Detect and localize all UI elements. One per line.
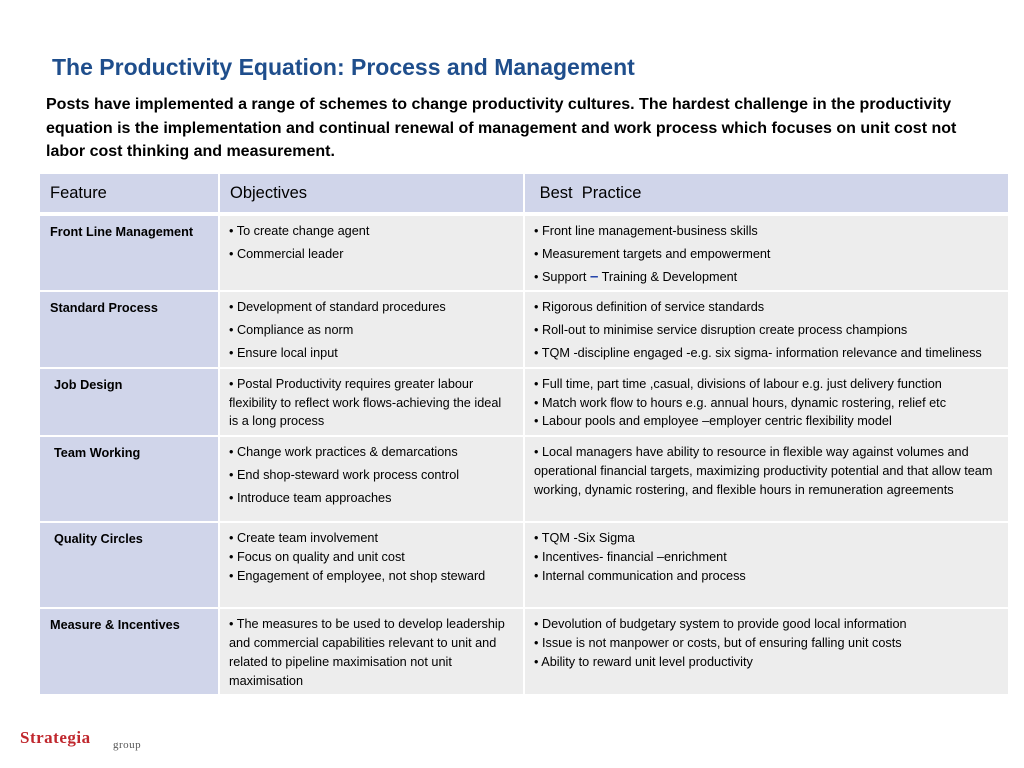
list-item: • Incentives- financial –enrichment [534,549,727,564]
strategia-group-logo [20,728,170,758]
table-row [40,437,1008,523]
logo-wordmark: Strategia [20,728,91,747]
list-item: • Postal Productivity requires greater labour flexibility to reflect work flows-achieving the ideal is a long process [229,376,502,429]
table-row [40,216,1008,292]
support-suffix: Training & Development [598,269,738,284]
list-item: • Change work practices & demarcations [229,445,458,460]
list-item: • The measures to be used to develop leadership and commercial capabilities relevant to unit and related to pipeline maximisation not unit maximisation [229,617,505,688]
support-prefix: • Support [534,269,590,284]
list-item: • Roll-out to minimise service disruption create process champions [534,323,908,338]
list-item: • Compliance as norm [229,323,354,338]
objectives-cell [220,437,525,523]
dash-glyph: – [589,267,599,285]
feature-cell: Job Design [40,369,220,437]
list-item: • TQM -discipline engaged -e.g. six sigma- information relevance and timeliness [534,345,982,360]
feature-cell: Measure & Incentives [40,609,220,696]
list-item: • Devolution of budgetary system to provide good local information [534,617,907,632]
list-item: • Issue is not manpower or costs, but of ensuring falling unit costs [534,635,902,650]
header-feature: Feature [40,174,220,216]
table-row [40,292,1008,368]
feature-cell: Quality Circles [40,523,220,609]
list-item: • Focus on quality and unit cost [229,549,405,564]
objectives-cell [220,523,525,609]
list-item: • Full time, part time ,casual, divisions of labour e.g. just delivery function [534,376,942,391]
list-item: • Introduce team approaches [229,490,392,505]
best-practice-cell [525,609,1008,696]
table-row [40,369,1008,437]
header-best-practice: Best Practice [525,174,1008,216]
feature-cell: Team Working [40,437,220,523]
intro-paragraph: Posts have implemented a range of schemes to change productivity cultures. The hardest challenge in the productivity equation is the implementation and continual renewal of management and work process which focuses on unit cost not labor cost thinking and measurement. [46,96,957,160]
objectives-cell [220,369,525,437]
list-item: • Commercial leader [229,246,344,261]
best-practice-cell [525,216,1008,292]
table-row [40,523,1008,609]
best-practice-cell [525,437,1008,523]
objectives-cell [220,609,525,696]
feature-cell: Front Line Management [40,216,220,292]
objectives-cell [220,292,525,368]
list-item: • Ensure local input [229,345,338,360]
list-item: • Engagement of employee, not shop steward [229,568,486,583]
list-item: • Create team involvement [229,531,379,546]
list-item: • Measurement targets and empowerment [534,246,771,261]
table-row [40,609,1008,696]
header-objectives: Objectives [220,174,525,216]
list-item: • Internal communication and process [534,568,746,583]
list-item [534,268,998,287]
list-item: • Development of standard procedures [229,300,446,315]
list-item: • Local managers have ability to resource in flexible way against volumes and operational financial targets, maximizing productivity potential and that allow team working, dynamic rostering, and flexible hours in remuneration agreements [534,445,993,497]
logo-subtext: group [113,739,142,751]
list-item: • Ability to reward unit level productivity [534,654,753,669]
list-item: • End shop-steward work process control [229,467,460,482]
table-header-row [40,174,1008,216]
list-item: • Rigorous definition of service standards [534,300,765,315]
best-practice-cell [525,369,1008,437]
productivity-table [40,174,1008,696]
best-practice-cell [525,523,1008,609]
list-item: • To create change agent [229,224,370,238]
list-item: • Front line management-business skills [534,224,758,238]
page-title: The Productivity Equation: Process and Management [52,54,635,80]
list-item: • Labour pools and employee –employer centric flexibility model [534,414,892,429]
list-item: • Match work flow to hours e.g. annual hours, dynamic rostering, relief etc [534,395,947,410]
best-practice-cell [525,292,1008,368]
list-item: • TQM -Six Sigma [534,531,635,546]
objectives-cell [220,216,525,292]
feature-cell: Standard Process [40,292,220,368]
